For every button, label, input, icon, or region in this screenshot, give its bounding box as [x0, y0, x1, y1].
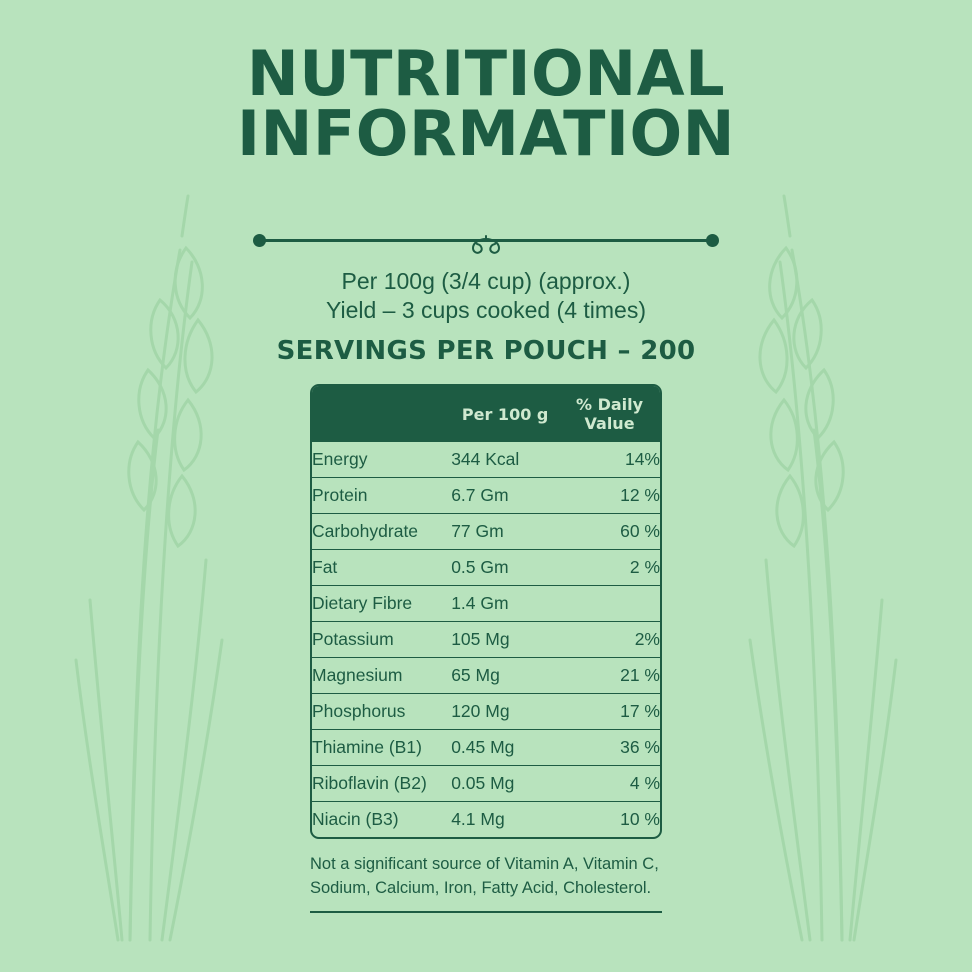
- footnote: [310, 853, 662, 913]
- row-daily-value: [559, 586, 660, 622]
- footnote-line-1: Not a significant source of Vitamin A, Vitamin C,: [310, 855, 659, 874]
- row-amount: 0.5 Gm: [451, 550, 559, 586]
- row-nutrient: Thiamine (B1): [312, 730, 451, 766]
- row-amount: 0.05 Mg: [451, 766, 559, 802]
- servings-per-pouch: SERVINGS PER POUCH – 200: [276, 336, 696, 367]
- row-daily-value: 60 %: [559, 514, 660, 550]
- nutrition-table-body: [312, 442, 660, 837]
- row-daily-value: 4 %: [559, 766, 660, 802]
- page-title-line-2: INFORMATION: [236, 96, 736, 170]
- column-header-nutrient: [312, 386, 451, 442]
- row-nutrient: Magnesium: [312, 658, 451, 694]
- row-nutrient: Niacin (B3): [312, 809, 399, 830]
- table-row: [312, 694, 660, 730]
- row-amount: 77 Gm: [451, 514, 559, 550]
- serving-info: [326, 267, 646, 327]
- footnote-line-2: Sodium, Calcium, Iron, Fatty Acid, Cholesterol.: [310, 879, 652, 898]
- page-title: [236, 37, 736, 170]
- row-amount: 65 Mg: [451, 658, 559, 694]
- row-daily-value: 12 %: [559, 478, 660, 514]
- table-row: [312, 802, 660, 838]
- row-amount: 1.4 Gm: [451, 586, 559, 622]
- nutrition-table-container: [310, 384, 662, 839]
- row-daily-value: 10 %: [620, 809, 660, 830]
- column-header-daily-value: % Daily Value: [559, 386, 660, 442]
- table-row: [312, 478, 660, 514]
- row-nutrient: Riboflavin (B2): [312, 766, 451, 802]
- row-daily-value: 17 %: [559, 694, 660, 730]
- row-nutrient: Protein: [312, 478, 451, 514]
- page-title-line-1: NUTRITIONAL: [246, 37, 726, 110]
- table-row: [312, 658, 660, 694]
- row-amount: 4.1 Mg: [451, 809, 505, 830]
- table-row: [312, 766, 660, 802]
- nutrition-table: [312, 386, 660, 837]
- serving-yield-line: Yield – 3 cups cooked (4 times): [325, 297, 647, 324]
- row-daily-value: 36 %: [559, 730, 660, 766]
- row-nutrient: Fat: [312, 550, 451, 586]
- nutrition-table-head: [312, 386, 660, 442]
- divider-dot-right-icon: [706, 234, 719, 247]
- table-row: [312, 586, 660, 622]
- row-amount: 0.45 Mg: [451, 730, 559, 766]
- row-nutrient: Potassium: [312, 622, 451, 658]
- decorative-divider: [253, 231, 719, 261]
- row-nutrient: Phosphorus: [312, 694, 451, 730]
- serving-size-line: Per 100g (3/4 cup) (approx.): [341, 267, 631, 294]
- table-header-row: [312, 386, 660, 442]
- table-row: [312, 442, 660, 478]
- table-row: [312, 622, 660, 658]
- row-daily-value: 21 %: [559, 658, 660, 694]
- divider-dot-left-icon: [253, 234, 266, 247]
- row-nutrient: Dietary Fibre: [312, 586, 451, 622]
- row-nutrient: Carbohydrate: [312, 514, 451, 550]
- row-nutrient: Energy: [312, 442, 451, 478]
- row-amount: 105 Mg: [451, 622, 559, 658]
- table-row: [312, 730, 660, 766]
- row-amount: 344 Kcal: [451, 442, 559, 478]
- row-daily-value: 2%: [559, 622, 660, 658]
- row-daily-value: 14%: [559, 442, 660, 478]
- flourish-icon: [443, 233, 529, 259]
- column-header-per-100g: Per 100 g: [451, 386, 559, 442]
- row-amount: 6.7 Gm: [451, 478, 559, 514]
- row-amount: 120 Mg: [451, 694, 559, 730]
- table-row: [312, 550, 660, 586]
- table-row: [312, 514, 660, 550]
- row-daily-value: 2 %: [559, 550, 660, 586]
